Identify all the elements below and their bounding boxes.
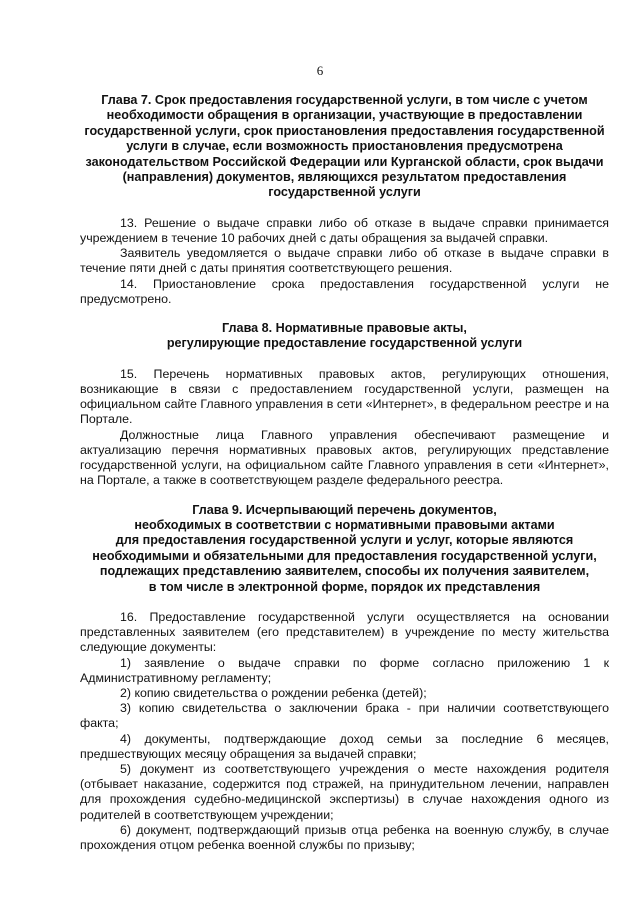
- heading-line: необходимыми и обязательными для предоставления государственной услуги,: [92, 548, 597, 563]
- heading-line: (направления) документов, являющихся результатом предоставления: [122, 170, 567, 185]
- chapter-9-heading: [80, 503, 609, 595]
- list-item-6: 6) документ, подтверждающий призыв отца ребенка на военную службу, в случае прохождения отцом ребенка военной службы по призыву;: [80, 822, 609, 852]
- list-item-3: 3) копию свидетельства о заключении брака - при наличии соответствующего факта;: [80, 701, 609, 731]
- paragraph-15-officials: Должностные лица Главного управления обеспечивают размещение и актуализацию перечня нормативных правовых актов, регулирующих представление государственной услуги, на официальном сайте Главного управления в сети «Интернет», на Портале, а также в соответствующем разделе федерального реестра.: [80, 427, 609, 488]
- heading-line: для предоставления государственной услуги и услуг, которые являются: [115, 533, 574, 548]
- heading-line: необходимых в соответствии с нормативными правовыми актами: [134, 517, 555, 532]
- page-number: 6: [316, 63, 324, 78]
- heading-line: услуги в случае, если возможность приостановления предусмотрена: [126, 139, 563, 154]
- heading-line: Глава 7. Срок предоставления государственной услуги, в том числе с учетом: [101, 93, 588, 107]
- chapter-8-heading: [80, 321, 609, 352]
- heading-line: законодательством Российской Федерации или Курганской области, срок выдачи: [85, 154, 604, 169]
- list-item-2: 2) копию свидетельства о рождении ребенка (детей);: [120, 685, 427, 700]
- heading-line: Глава 9. Исчерпывающий перечень документов,: [192, 502, 497, 517]
- paragraph-15: 15. Перечень нормативных правовых актов, регулирующих отношения, возникающие в связи с предоставлением государственной услуги, размещен на официальном сайте Главного управления в сети «Интернет», в федеральном реестре и на Портале.: [80, 366, 609, 427]
- page-content: [80, 93, 609, 853]
- list-item-4: 4) документы, подтверждающие доход семьи за последние 6 месяцев, предшествующих месяцу обращения за выдачей справки;: [80, 731, 609, 761]
- paragraph-13: 13. Решение о выдаче справки либо об отказе в выдаче справки принимается учреждением в течение 10 рабочих дней с даты обращения за выдачей справки.: [80, 215, 609, 246]
- chapter-7-heading: [80, 93, 609, 201]
- heading-line: необходимости обращения в организации, участвующие в предоставлении: [106, 108, 583, 123]
- list-item-5: 5) документ из соответствующего учреждения о месте нахождения родителя (отбывает наказание, содержится под стражей, на принудительном лечении, направлен для прохождения судебно-медицинской экспертизы) в случае нахождения одного из родителей в соответствующем учреждении;: [80, 761, 609, 822]
- paragraph-13-notice: Заявитель уведомляется о выдаче справки либо об отказе в выдаче справки в течение пяти дней с даты принятия соответствующего решения.: [80, 246, 609, 276]
- heading-line: регулирующие предоставление государственной услуги: [166, 336, 523, 351]
- heading-line: государственной услуги: [268, 185, 421, 200]
- paragraph-14: 14. Приостановление срока предоставления государственной услуги не предусмотрено.: [80, 276, 609, 306]
- list-item-1: 1) заявление о выдаче справки по форме согласно приложению 1 к Административному регламенту;: [80, 655, 609, 685]
- heading-line: Глава 8. Нормативные правовые акты,: [222, 321, 467, 336]
- paragraph-16: 16. Предоставление государственной услуги осуществляется на основании представленных заявителем (его представителем) в учреждение по месту жительства следующие документы:: [80, 609, 609, 655]
- heading-line: государственной услуги, срок приостановления предоставления государственной: [84, 123, 605, 138]
- heading-line: подлежащих представлению заявителем, способы их получения заявителем,: [99, 564, 590, 579]
- heading-line: в том числе в электронной форме, порядок их представления: [148, 579, 541, 594]
